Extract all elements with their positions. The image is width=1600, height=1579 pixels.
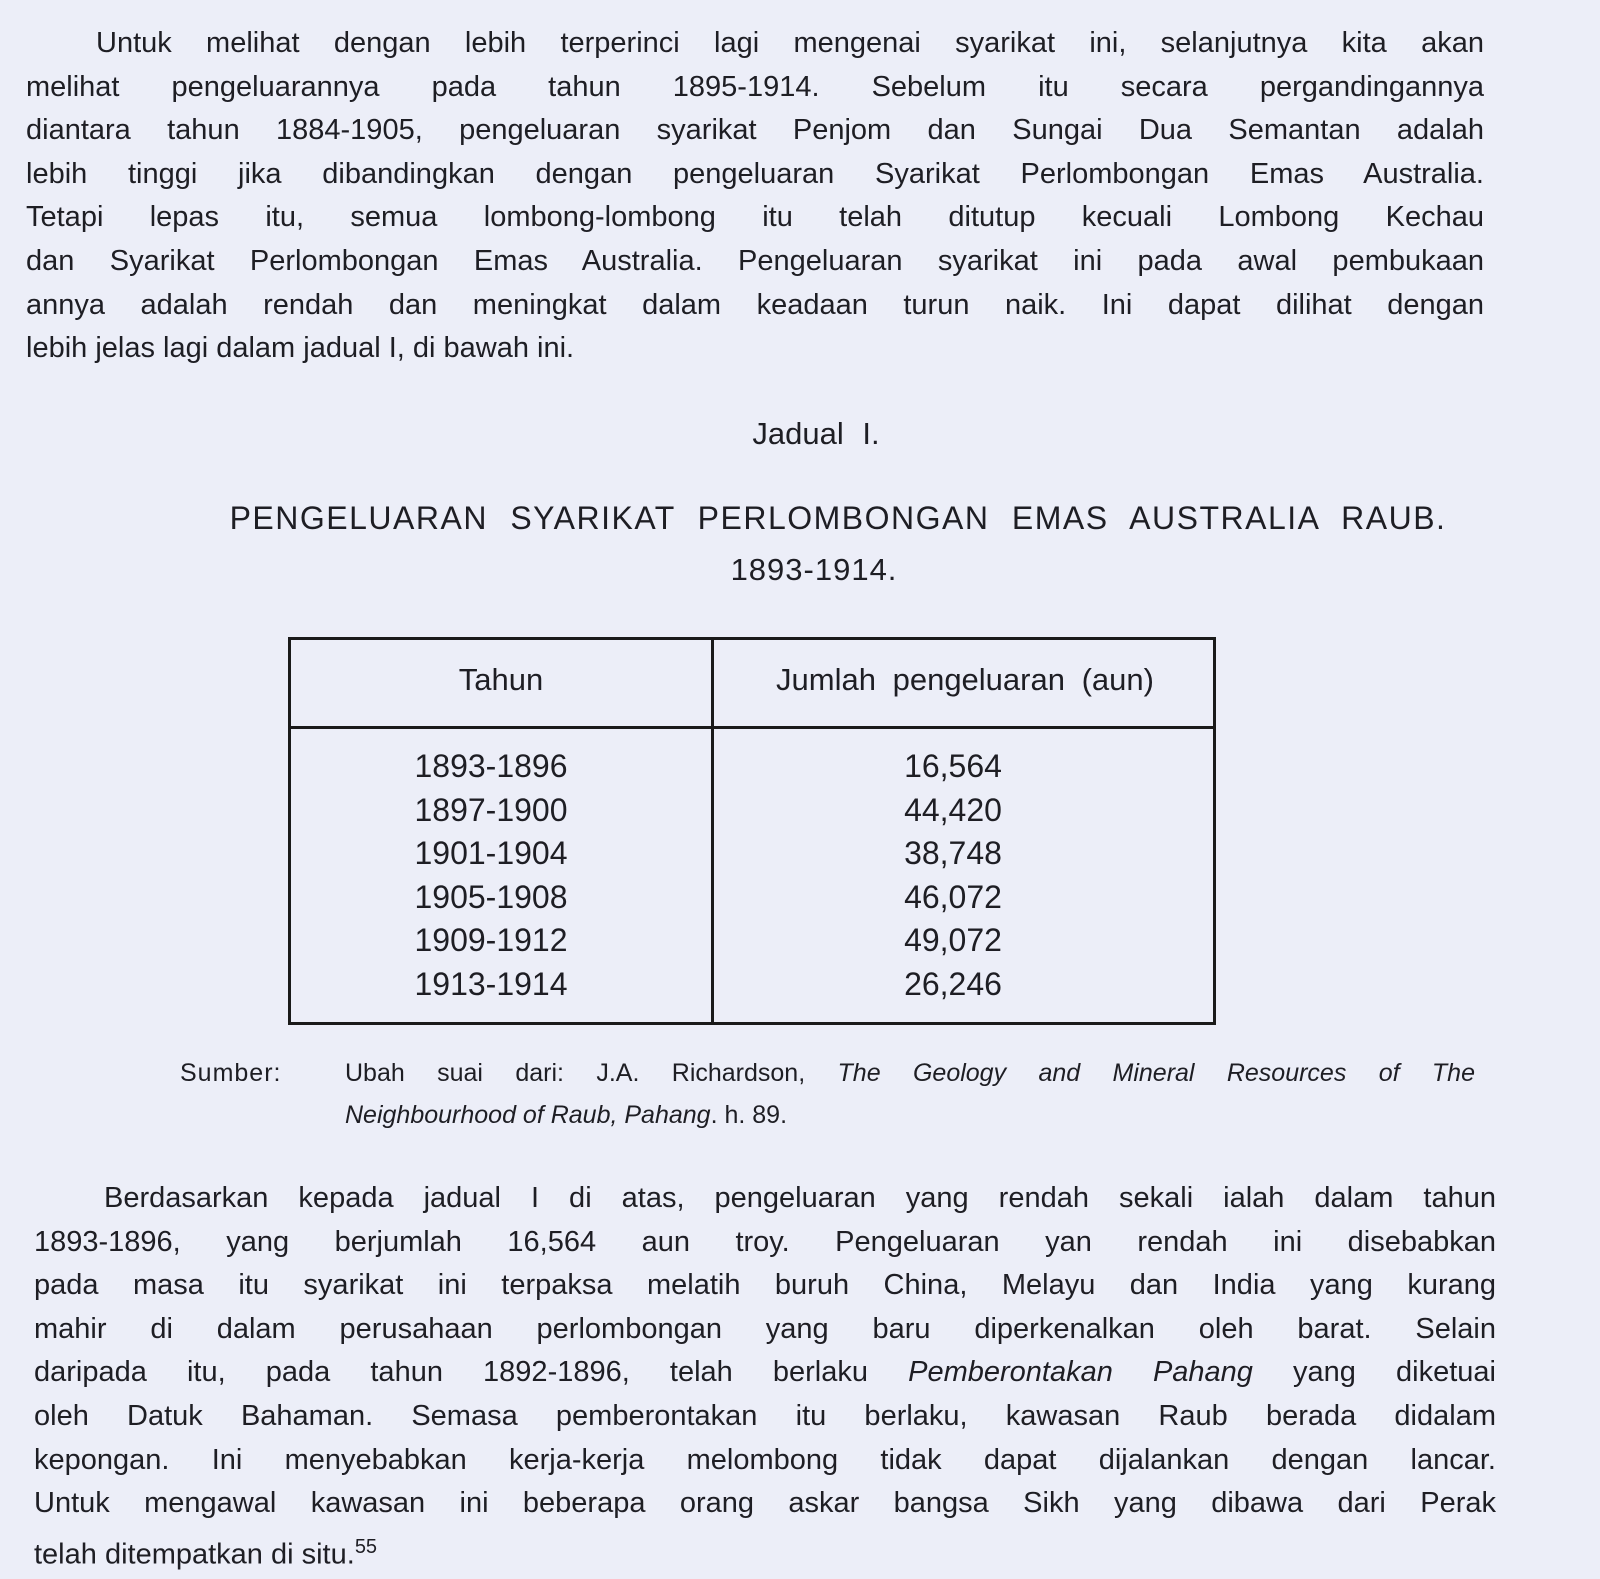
output-cell: 46,072 [904,878,1002,915]
table-title: PENGELUARAN SYARIKAT PERLOMBONGAN EMAS AUSTRALIA RAUB. [229,500,1447,536]
citation-line [345,1052,1475,1094]
analysis-line: oleh Datuk Bahaman. Semasa pemberontakan itu berlaku, kawasan Raub berada didalam [34,1399,1496,1432]
citation-line [345,1094,1475,1136]
header-rule [291,726,1213,729]
citation-prefix: Ubah suai dari: J.A. Richardson, [345,1059,838,1087]
year-cell: 1905-1908 [414,878,568,915]
year-column [291,745,691,1006]
footnote-marker: 55 [354,1535,378,1558]
intro-line: Tetapi lepas itu, semua lombong-lombong itu telah ditutup kecuali Lombong Kechau [26,201,1484,234]
analysis-line: Untuk mengawal kawasan ini beberapa orang askar bangsa Sikh yang dibawa dari Perak [34,1487,1496,1520]
analysis-line [34,1351,1496,1395]
analysis-line: kepongan. Ini menyebabkan kerja-kerja melombong tidak dapat dijalankan dengan lancar. [34,1443,1496,1476]
output-cell: 26,246 [904,965,1002,1002]
analysis-line [34,1526,1496,1577]
header-output: Jumlah pengeluaran (aun) [776,662,1154,697]
year-cell: 1893-1896 [414,748,568,784]
output-cell: 44,420 [904,791,1002,828]
analysis-line: Berdasarkan kepada jadual I di atas, pengeluaran yang rendah sekali ialah dalam tahun [104,1182,1496,1214]
intro-line: annya adalah rendah dan meningkat dalam keadaan turun naik. Ini dapat dilihat dengan [26,288,1484,321]
source-citation [345,1052,1475,1136]
intro-line: lebih jelas lagi dalam jadual I, di bawah ini. [26,332,575,365]
citation-title-part2: Neighbourhood of Raub, Pahang [345,1101,711,1129]
intro-line: melihat pengeluarannya pada tahun 1895-1914. Sebelum itu secara pergandingannya [26,70,1484,103]
output-cell: 16,564 [904,748,1002,784]
analysis-paragraph [34,1177,1496,1577]
analysis-text: yang diketuai [1252,1356,1496,1389]
intro-line: lebih tinggi jika dibandingkan dengan pengeluaran Syarikat Perlombongan Emas Australia. [26,157,1484,190]
output-column [714,745,1192,1006]
analysis-text: daripada itu, pada tahun 1892-1896, telah berlaku [34,1356,909,1389]
analysis-line: mahir di dalam perusahaan perlombongan yang baru diperkenalkan oleh barat. Selain [34,1312,1496,1345]
year-cell: 1901-1904 [414,835,568,871]
year-cell: 1913-1914 [414,965,568,1002]
output-cell: 49,072 [904,922,1002,958]
analysis-line: 1893-1896, yang berjumlah 16,564 aun troy. Pengeluaran yan rendah ini disebabkan [34,1225,1496,1258]
intro-line: dan Syarikat Perlombongan Emas Australia. Pengeluaran syarikat ini pada awal pembukaan [26,244,1484,277]
intro-paragraph [26,22,1484,371]
table-year-range: 1893-1914. [730,552,898,587]
production-table [288,637,1216,1025]
table-label: Jadual I. [752,416,880,451]
year-cell: 1897-1900 [414,791,568,828]
intro-line: Untuk melihat dengan lebih terperinci lagi mengenai syarikat ini, selanjutnya kita akan [96,27,1484,59]
citation-title-part1: The Geology and Mineral Resources of The [837,1059,1475,1087]
citation-page: . h. 89. [710,1101,788,1129]
analysis-line: pada masa itu syarikat ini terpaksa melatih buruh China, Melayu dan India yang kurang [34,1269,1496,1302]
intro-line: diantara tahun 1884-1905, pengeluaran syarikat Penjom dan Sungai Dua Semantan adalah [26,114,1484,147]
year-cell: 1909-1912 [414,922,568,958]
analysis-text: telah ditempatkan di situ. [34,1538,355,1571]
header-year: Tahun [458,662,544,697]
source-label: Sumber: [180,1059,282,1087]
rebellion-name: Pemberontakan Pahang [908,1356,1253,1389]
output-cell: 38,748 [904,835,1002,871]
